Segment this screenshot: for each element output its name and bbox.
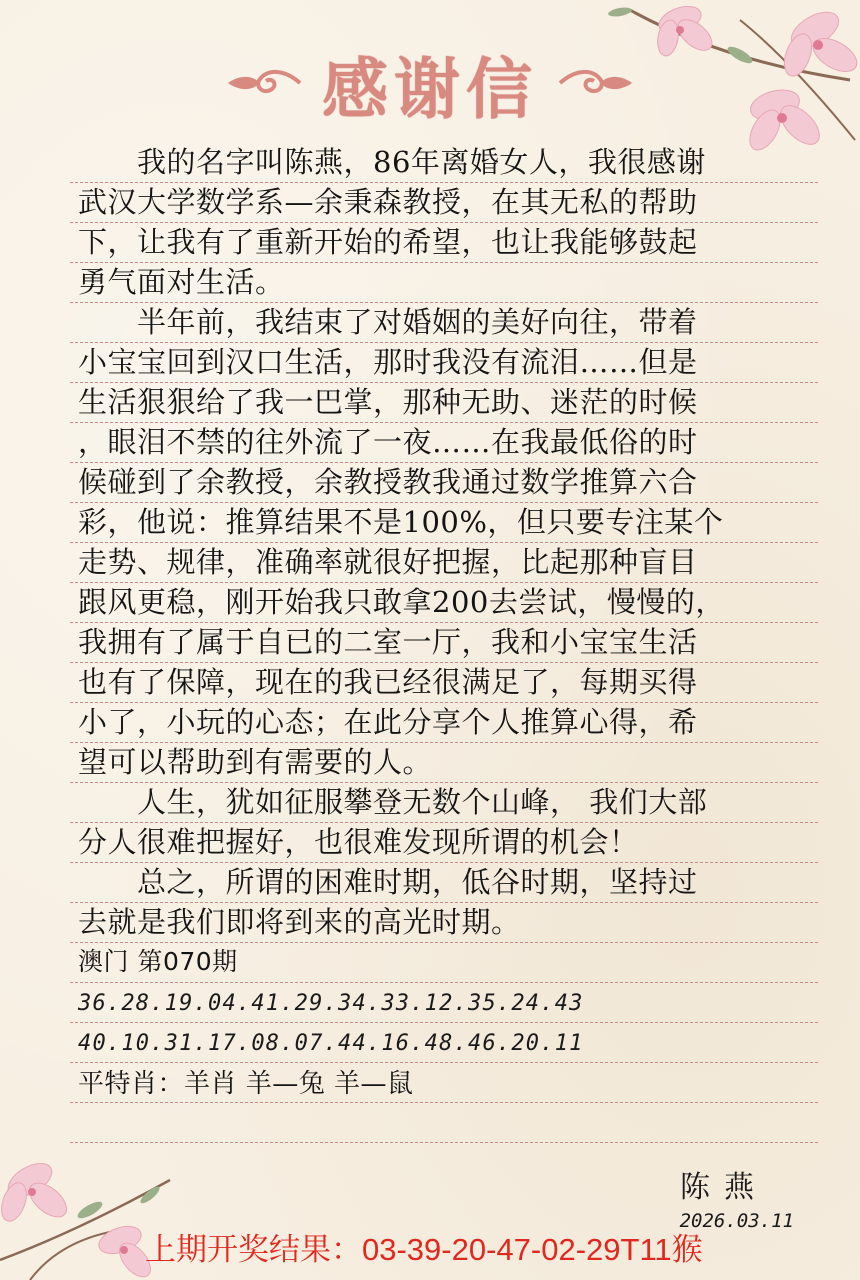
letter-line: ，眼泪不禁的往外流了一夜……在我最低俗的时 bbox=[78, 425, 698, 459]
flourish-right-icon bbox=[558, 63, 636, 103]
letter-line: 小宝宝回到汉口生活，那时我没有流泪……但是 bbox=[78, 345, 698, 379]
signature: 陈燕 bbox=[680, 1170, 768, 1205]
letter-line: 人生，犹如征服攀登无数个山峰， 我们大部 bbox=[78, 785, 708, 819]
letter-line: 武汉大学数学系—余秉森教授，在其无私的帮助 bbox=[78, 185, 698, 219]
issue-label: 澳门 第070期 bbox=[78, 947, 238, 976]
letter-line: 我的名字叫陈燕，86年离婚女人，我很感谢 bbox=[78, 145, 706, 179]
letter-line: 勇气面对生活。 bbox=[78, 265, 285, 299]
last-result-banner: 上期开奖结果：03-39-20-47-02-29T11猴 bbox=[145, 1232, 703, 1267]
zodiac-line: 平特肖：羊肖 羊—兔 羊—鼠 bbox=[78, 1069, 414, 1099]
letter-line: 走势、规律，准确率就很好把握，比起那种盲目 bbox=[78, 545, 698, 579]
numbers-row-1: 36.28.19.04.41.29.34.33.12.35.24.43 bbox=[78, 991, 584, 1016]
letter-line: 下，让我有了重新开始的希望，也让我能够鼓起 bbox=[78, 225, 698, 259]
ruled-line bbox=[70, 982, 818, 983]
letter-line: 彩，他说：推算结果不是100%，但只要专注某个 bbox=[78, 505, 724, 539]
letter-date: 2026.03.11 bbox=[679, 1210, 794, 1232]
letter-line: 生活狠狠给了我一巴掌，那种无助、迷茫的时候 bbox=[78, 385, 698, 419]
ruled-line bbox=[70, 1142, 818, 1143]
letter-line: 去就是我们即将到来的高光时期。 bbox=[78, 905, 521, 939]
letter-line: 总之，所谓的困难时期，低谷时期，坚持过 bbox=[78, 865, 698, 899]
letter-line: 望可以帮助到有需要的人。 bbox=[78, 745, 433, 779]
title-bar bbox=[0, 38, 860, 128]
letter-line: 也有了保障，现在的我已经很满足了，每期买得 bbox=[78, 665, 698, 699]
flourish-left-icon bbox=[224, 63, 302, 103]
letter-line: 分人很难把握好，也很难发现所谓的机会！ bbox=[78, 825, 639, 859]
letter-line: 我拥有了属于自已的二室一厅，我和小宝宝生活 bbox=[78, 625, 698, 659]
letter-line: 小了，小玩的心态；在此分享个人推算心得，希 bbox=[78, 705, 698, 739]
letter-line: 半年前，我结束了对婚姻的美好向往，带着 bbox=[78, 305, 698, 339]
numbers-row-2: 40.10.31.17.08.07.44.16.48.46.20.11 bbox=[78, 1031, 584, 1056]
letter-line: 候碰到了余教授，余教授教我通过数学推算六合 bbox=[78, 465, 698, 499]
letter-title: 感谢信 bbox=[322, 49, 538, 128]
letter-line: 跟风更稳，刚开始我只敢拿200去尝试，慢慢的， bbox=[78, 585, 725, 619]
